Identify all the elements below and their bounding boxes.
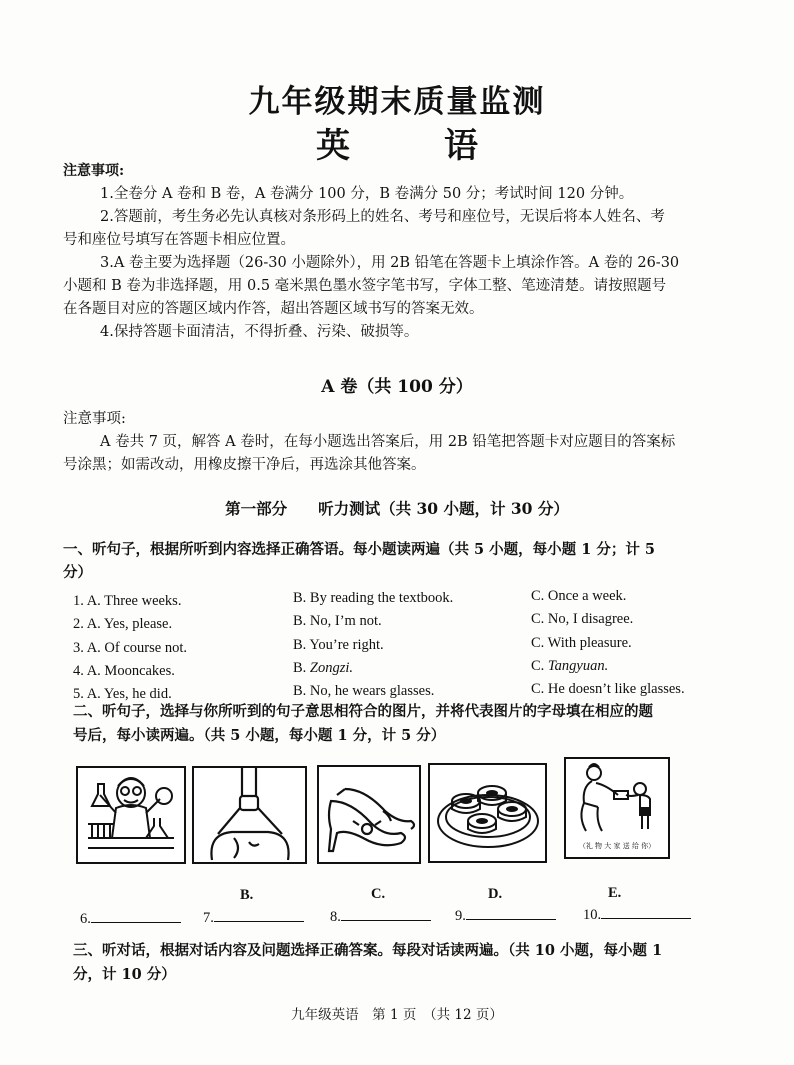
- q5-option-c: C. He doesn’t like glasses.: [531, 681, 685, 697]
- picture-e-gift: [564, 757, 670, 859]
- exam-title: 九年级期末质量监测: [248, 84, 546, 120]
- section-2-heading: 二、听句子，选择与你所听到的句子意思相符合的图片，并将代表图片的字母填在相应的题: [73, 703, 653, 720]
- paper-a-notice-line-1: A 卷共 7 页，解答 A 卷时，在每小题选出答案后，用 2B 铅笔把答题卡对应题目的答案标: [100, 434, 676, 450]
- q4-option-c: C. Tangyuan.: [531, 658, 609, 674]
- answer-blank-7[interactable]: [203, 907, 304, 927]
- section-3-heading: 三、听对话，根据对话内容及问题选择正确答案。每段对话读两遍。（共 10 小题，每小题 1: [73, 942, 663, 959]
- picture-label-c: C.: [371, 886, 386, 902]
- picture-label-d: D.: [488, 886, 503, 902]
- q1-option-c: C. Once a week.: [531, 588, 627, 604]
- q3-option-a: 3. A. Of course not.: [73, 640, 187, 656]
- notice-item-3-cont2: 在各题目对应的答题区域内作答，超出答题区域书写的答案无效。: [63, 301, 484, 317]
- blank-6-number: 6.: [80, 911, 91, 927]
- paper-a-title: A 卷（共 100 分）: [321, 377, 473, 397]
- q2-option-a: 2. A. Yes, please.: [73, 616, 173, 632]
- picture-e-caption: （礼 物 大 家 送 给 你）: [578, 842, 656, 850]
- blank-7-number: 7.: [203, 910, 214, 926]
- q2-option-c: C. No, I disagree.: [531, 611, 634, 627]
- q5-option-b: B. No, he wears glasses.: [293, 683, 435, 699]
- blank-10-number: 10.: [583, 907, 602, 923]
- notice-item-2-cont: 号和座位号填写在答题卡相应位置。: [63, 232, 295, 248]
- part-1-title: 第一部分 听力测试（共 30 小题，计 30 分）: [225, 499, 569, 518]
- answer-blank-8[interactable]: [330, 906, 431, 926]
- picture-b-bag: [192, 766, 307, 864]
- picture-label-e: E.: [608, 885, 622, 901]
- paper-a-notice-label: 注意事项:: [63, 411, 126, 427]
- q3-option-c: C. With pleasure.: [531, 635, 632, 651]
- picture-d-mooncakes: [428, 763, 547, 863]
- q1-option-b: B. By reading the textbook.: [293, 590, 454, 606]
- notice-item-3-cont1: 小题和 B 卷为非选择题，用 0.5 毫米黑色墨水签字笔书写，字体工整、笔迹清楚。请按照题号: [63, 278, 667, 294]
- notice-item-2: 2.答题前，考生务必先认真核对条形码上的姓名、考号和座位号，无误后将本人姓名、考: [100, 209, 665, 225]
- section-2-heading-cont: 号后，每小读两遍。（共 5 小题，每小题 1 分，计 5 分）: [73, 727, 446, 744]
- q5-option-a: 5. A. Yes, he did.: [73, 686, 172, 702]
- q2-option-b: B. No, I’m not.: [293, 613, 382, 629]
- notice-label: 注意事项:: [63, 163, 125, 179]
- section-3-heading-cont: 分，计 10 分）: [73, 966, 176, 983]
- picture-c-shoes: [317, 765, 421, 864]
- answer-blank-10[interactable]: [583, 904, 691, 924]
- blank-8-number: 8.: [330, 909, 341, 925]
- notice-item-4: 4.保持答题卡面清洁，不得折叠、污染、破损等。: [100, 324, 419, 340]
- q1-option-a: 1. A. Three weeks.: [73, 593, 182, 609]
- answer-blank-9[interactable]: [455, 905, 556, 925]
- notice-item-3: 3.A 卷主要为选择题（26-30 小题除外），用 2B 铅笔在答题卡上填涂作答。A 卷的 26-30: [100, 255, 680, 271]
- q4-option-a: 4. A. Mooncakes.: [73, 663, 175, 679]
- q4-option-b: B. Zongzi.: [293, 660, 354, 676]
- picture-label-b: B.: [240, 887, 254, 903]
- answer-blank-6[interactable]: [80, 908, 181, 928]
- notice-item-1: 1.全卷分 A 卷和 B 卷，A 卷满分 100 分，B 卷满分 50 分；考试时间 120 分钟。: [100, 186, 634, 202]
- blank-9-number: 9.: [455, 908, 466, 924]
- paper-a-notice-line-2: 号涂黑；如需改动，用橡皮擦干净后，再选涂其他答案。: [63, 457, 426, 473]
- q3-option-b: B. You’re right.: [293, 637, 384, 653]
- subject-title: 英 语: [316, 126, 508, 166]
- section-1-heading-cont: 分）: [63, 564, 92, 581]
- section-1-heading: 一、听句子，根据所听到内容选择正确答语。每小题读两遍（共 5 小题，每小题 1 分；计 5: [63, 541, 656, 558]
- page-footer: 九年级英语 第 1 页 （共 12 页）: [291, 1007, 503, 1023]
- picture-a-scientist: [76, 766, 186, 864]
